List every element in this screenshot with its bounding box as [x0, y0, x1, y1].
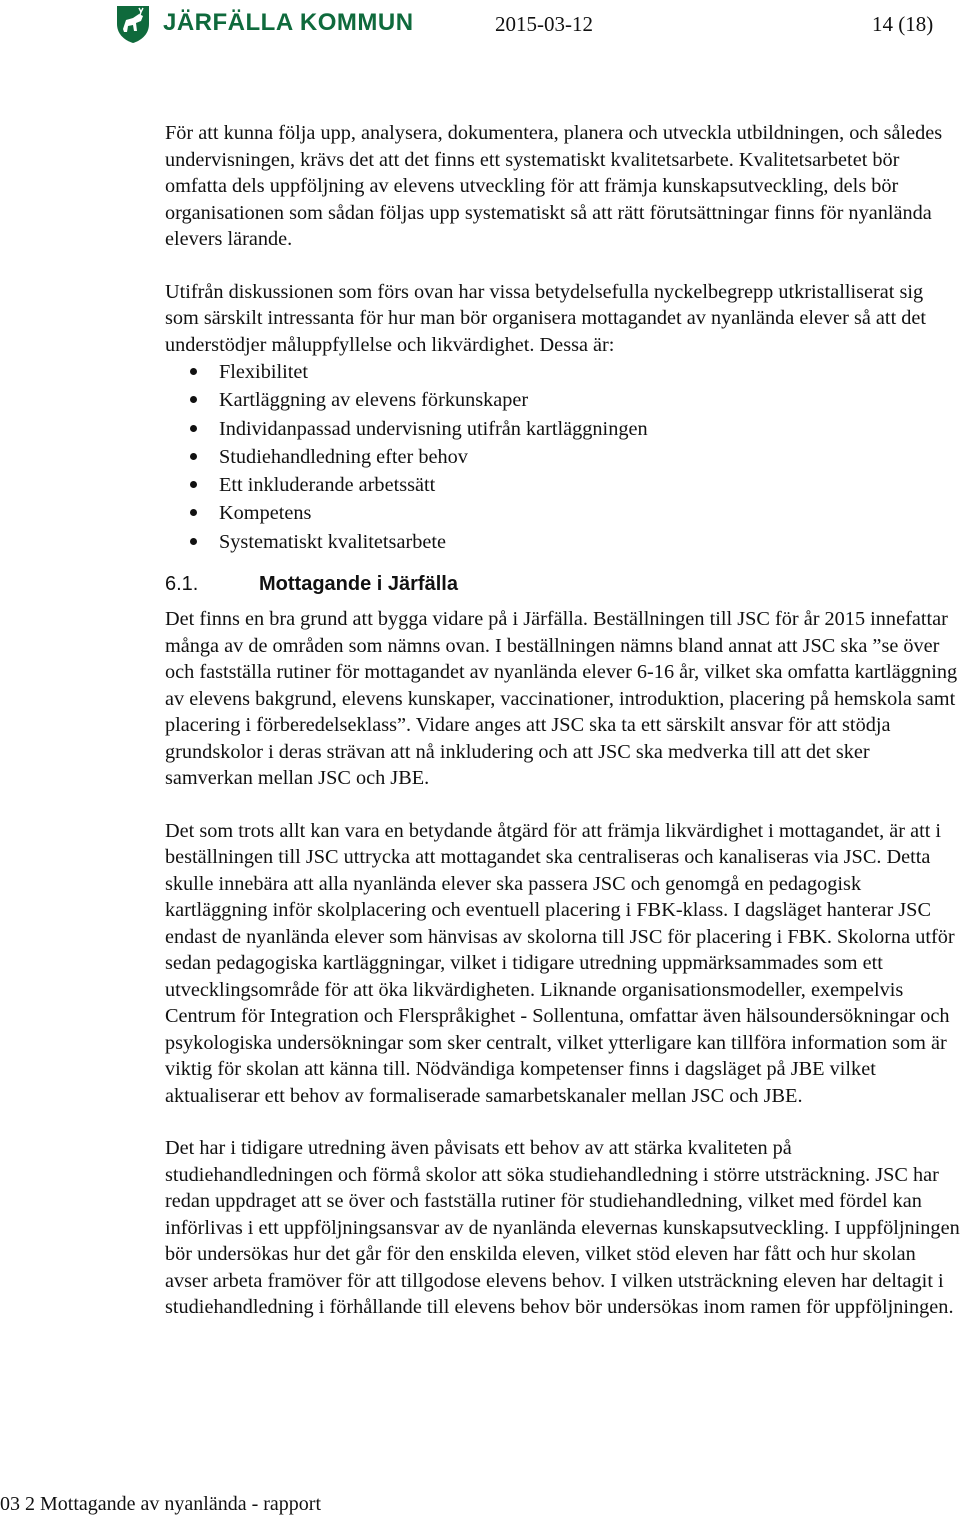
paragraph-centralisation: Det som trots allt kan vara en betydande åtgärd för att främja likvärdighet i mottagandet, är att i beställningen till JSC uttrycka att mottagandet ska centraliseras och kanaliseras via JSC. Detta skulle innebära att alla nyanlända elever ska passera JSC och genomgå en pedagogisk kartläggning inför skolplacering och eventuell placering i FBK-klass. I dagsläget hanterar JSC endast de nyanlända elever som hänvisas av skolorna till JSC för placering i FBK. Skolorna utför sedan pedagogiska kartläggningar, vilket i tidigare utredning uppmärksammades som ett utvecklingsområde för att öka likvärdigheten. Liknande organisationsmodeller, exempelvis Centrum för Integration och Flerspråkighet - Sollentuna, omfattar även hälsoundersökningar och psykologiska undersökningar som sker centralt, vilket ytterligare kan tillföra information som är viktig för skolan att känna till. Nödvändiga kompetenser finns i dagsläget på JBE vilket aktualiserar ett behov av formaliserade samarbetskanaler mellan JSC och JBE. [165, 819, 955, 1107]
section-title: Mottagande i Järfälla [259, 573, 458, 596]
list-item: Studiehandledning efter behov [165, 443, 960, 471]
paragraph-study-guidance: Det har i tidigare utredning även påvisats ett behov av att stärka kvaliteten på studiehandledningen och förmå skolor att söka studiehandledning i större utsträckning. JSC har redan uppdraget att se över och fastställa rutiner för studiehandledning, vilket med fördel kan införlivas i ett uppföljningsansvar av de nyanlända elevernas kunskapsutveckling. I uppföljningen bör undersökas hur det går för den enskilda eleven, vilket stöd eleven har fått och hur skolan avser arbeta framöver för att tillgodose elevens behov. I vilken utsträckning eleven har deltagit i studiehandledning i förhållande till elevens behov bör undersökas inom ramen för uppföljningen. [165, 1137, 960, 1319]
paragraph-reception: Det finns en bra grund att bygga vidare på i Järfälla. Beställningen till JSC för år 2015 innefattar många av de områden som nämns ovan. I beställningen nämns bland annat att JSC ska ”se över och fastställa rutiner för mottagandet av nyanlända elever 6-16 år, vilket ska omfatta kartläggning av elevens bakgrund, elevens kunskaper, vaccinationer, introduktion, placering på hemskola samt placering i förberedelseklass”. Vidare anges att JSC ska ta ett särskilt ansvar för att stödja grundskolor i deras strävan att nå inkludering och att JSC ska medverka till att det sker samverkan mellan JSC och JBE. [165, 608, 958, 790]
list-item: Kartläggning av elevens förkunskaper [165, 386, 960, 414]
document-body [165, 120, 960, 1321]
list-item: Ett inkluderande arbetssätt [165, 471, 960, 499]
list-item: Individanpassad undervisning utifrån kartläggningen [165, 415, 960, 443]
coat-of-arms-icon [115, 4, 151, 44]
page-header [0, 0, 960, 52]
list-item: Flexibilitet [165, 358, 960, 386]
key-concepts-list [165, 358, 960, 556]
section-number: 6.1. [165, 573, 199, 596]
list-item: Systematiskt kvalitetsarbete [165, 528, 960, 556]
paragraph-quality-work: För att kunna följa upp, analysera, dokumentera, planera och utveckla utbildningen, och således undervisningen, krävs det att det finns ett systematiskt kvalitetsarbete. Kvalitetsarbetet bör omfatta dels uppföljning av elevens utveckling för att främja kunskapsutveckling, dels bör organisationen som sådan följas upp systematiskt så att rätt förutsättningar finns för nyanlända elevers lärande. [165, 122, 943, 250]
document-date: 2015-03-12 [495, 12, 593, 36]
paragraph-key-concepts: Utifrån diskussionen som förs ovan har vissa betydelsefulla nyckelbegrepp utkristalliserat sig som särskilt intressanta för hur man bör organisera mottagandet av nyanlända elever så att det understödjer måluppfyllelse och likvärdighet. Dessa är: [165, 280, 927, 356]
page-number: 14 (18) [872, 12, 934, 36]
page-footer: 03 2 Mottagande av nyanlända - rapport [0, 1493, 322, 1515]
section-heading [165, 570, 960, 598]
list-item: Kompetens [165, 499, 960, 527]
brand-logo-text: JÄRFÄLLA KOMMUN [163, 9, 414, 36]
